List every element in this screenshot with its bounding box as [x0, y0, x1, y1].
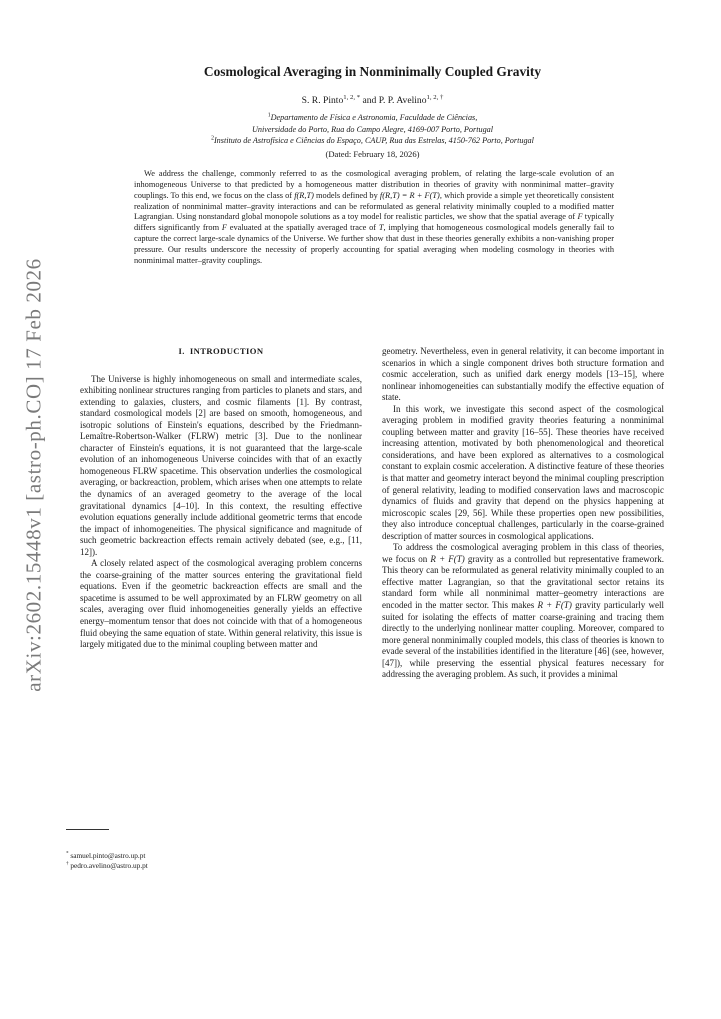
email-link[interactable]: samuel.pinto@astro.up.pt: [70, 851, 146, 860]
footnotes: [66, 851, 148, 871]
body-paragraph: geometry. Nevertheless, even in general relativity, it can become important in scenarios in which a single component drives both structure formation and cosmic acceleration, such as unified dark energy models [13–15], where nonlinear inhomogeneities can substantially modify the effective equation of state.: [382, 346, 664, 403]
author-name: S. R. Pinto: [301, 95, 344, 106]
abstract-text: models defined by: [313, 190, 380, 200]
affil-number: 1: [267, 112, 271, 119]
date-line: (Dated: February 18, 2026): [325, 149, 420, 159]
affiliation-line: Instituto de Astrofísica e Ciências do Espaço, CAUP, Rua das Estrelas, 4150-762 Porto, Portugal: [213, 136, 534, 145]
affiliation-line: Universidade do Porto, Rua do Campo Alegre, 4169-007 Porto, Portugal: [251, 124, 494, 134]
abstract-text: , implying that homogeneous cosmological models generally fail to capture the correct large-scale dynamics of the Universe. We further show that dust in these theories generally exhibits a non-vanishing proper pressure. Our results underscore the necessity of properly accounting for spatial averaging when modeling cosmology in theories with nonminimal matter–gravity couplings.: [134, 223, 614, 265]
abstract-text: evaluated at the spatially averaged trace of: [226, 223, 379, 233]
affiliations: [80, 112, 665, 147]
author-list: [80, 95, 665, 106]
math-inline: f(R,T): [294, 190, 314, 200]
math-inline: T: [378, 223, 384, 233]
body-paragraph: A closely related aspect of the cosmological averaging problem concerns the coarse-graining of the matter sources entering the gravitational field equations. Even if the geometric backreaction effects are small and the spacetime is assumed to be well approximated by an FLRW geometry on all scales, averaging over fluid inhomogeneities generally yields an effective energy–momentum tensor that does not coincide with that of a homogeneous fluid obeying the same equation of state. Within general relativity, this issue is largely mitigated due to the minimal coupling between matter and: [80, 558, 362, 650]
arxiv-identifier: arXiv:2602.15448v1 [astro-ph.CO] 17 Feb 2026: [21, 258, 46, 692]
abstract-text: We address the challenge, commonly referred to as the cosmological averaging problem, of relating the large-scale evolution of an inhomogeneous Universe to that predicted by a homogeneous matter distribution in theories of gravity with nonminimal matter–gravity couplings. To this end, we focus on the class of: [134, 169, 614, 200]
body-paragraph: In this work, we investigate this second aspect of the cosmological averaging problem in modified gravity theories featuring a nonminimal coupling between matter and gravity [16–55]. These theories have received increasing attention, motivated by both phenomenological and theoretical considerations, and have been explored as alternatives to a cosmological constant to explain cosmic acceleration. A distinctive feature of these theories is that matter and geometry interact beyond the minimal coupling prescription of general relativity, leading to modified conservation laws and macroscopic dynamics of fluids and gravity that depend on the physics happening at microscopic scales [29, 56]. While these properties open new possibilities, they also introduce conceptual challenges, particularly in the coarse-grained description of matter sources in cosmological applications.: [382, 403, 664, 541]
footnote-mark: †: [66, 860, 69, 867]
author-affil-mark: 1, 2, *: [343, 93, 361, 101]
footnote-mark: *: [66, 850, 69, 857]
affil-number: 2: [211, 135, 214, 142]
author-name: P. P. Avelino: [378, 95, 427, 106]
arxiv-sidebar-stamp: [14, 240, 54, 710]
math-inline: R + F(T): [537, 600, 572, 611]
body-text: gravity as a controlled but representative framework. This theory can be reformulated as general relativity minimally coupled to an effective matter Lagrangian, so that the gravitational sector retains its standard form while all nonminimal matter–geometry interactions are encoded in the matter sector. This makes: [382, 553, 664, 611]
section-number: I.: [178, 346, 185, 356]
body-paragraph: [382, 542, 664, 681]
abstract-text: typically differs significantly from: [134, 212, 615, 233]
body-text: gravity particularly well suited for isolating the effects of matter coarse-graining and tracing them directly to the underlying nonlinear matter coupling. Moreover, compared to more general nonminimally coupled models, this class of theories is known to evade several of the instabilities identified in the literature [46] (see, however, [47]), while preserving the essential physical features necessary for addressing the averaging problem. As such, it provides a minimal: [382, 600, 665, 680]
body-text: To address the cosmological averaging problem in this class of theories, we focus on: [382, 542, 664, 564]
abstract: [134, 169, 614, 267]
math-inline: F: [221, 223, 227, 233]
body-paragraph: The Universe is highly inhomogeneous on small and intermediate scales, exhibiting nonlinear structures ranging from particles to planets and stars, and extending to galaxies, clusters, and cosmic filaments [1]. By contrast, standard cosmological models [2] are based on smooth, homogeneous, and isotropic solutions of Einstein's equations, described by the Friedmann-Lemaître-Robertson-Walker (FLRW) metric [3]. Due to the nonlinear character of Einstein's equations, it is not guaranteed that the large-scale evolution of an inhomogeneous Universe coincides with that of an exactly homogeneous FLRW spacetime. This observation underlies the cosmological averaging, or backreaction, problem, which arises when one attempts to relate the dynamics of an averaged geometry to the average of the local gravitational dynamics [4–10]. In this context, the resulting effective evolution equations generally include additional geometric terms that encode the impact of inhomogeneities. The physical significance and magnitude of such geometric backreaction effects remain actively debated (see, e.g., [11, 12]).: [80, 373, 362, 557]
footnote-rule: [66, 829, 109, 830]
math-inline: R + F(T): [430, 553, 465, 564]
math-inline: F: [577, 212, 583, 222]
abstract-text: , which provide a simple yet theoretically consistent realization of nonminimal matter–gravity interactions and can be reformulated as general relativity minimally coupled to a modified matter Lagrangian. Using nonstandard global monopole solutions as a toy model for realistic particles, we show that the spatial average of: [134, 190, 615, 222]
author-affil-mark: 1, 2, †: [426, 93, 444, 101]
section-title: INTRODUCTION: [189, 346, 264, 356]
author-conjunction: and: [362, 95, 377, 106]
email-link[interactable]: pedro.avelino@astro.up.pt: [70, 861, 148, 870]
paper-title: Cosmological Averaging in Nonminimally Coupled Gravity: [203, 64, 542, 79]
affiliation-line: Departamento de Física e Astronomia, Faculdade de Ciências,: [270, 113, 478, 122]
section-heading: [80, 346, 362, 358]
math-inline: f(R,T) = R + F(T): [379, 190, 440, 200]
left-column: [80, 346, 362, 651]
right-column: [382, 346, 664, 681]
